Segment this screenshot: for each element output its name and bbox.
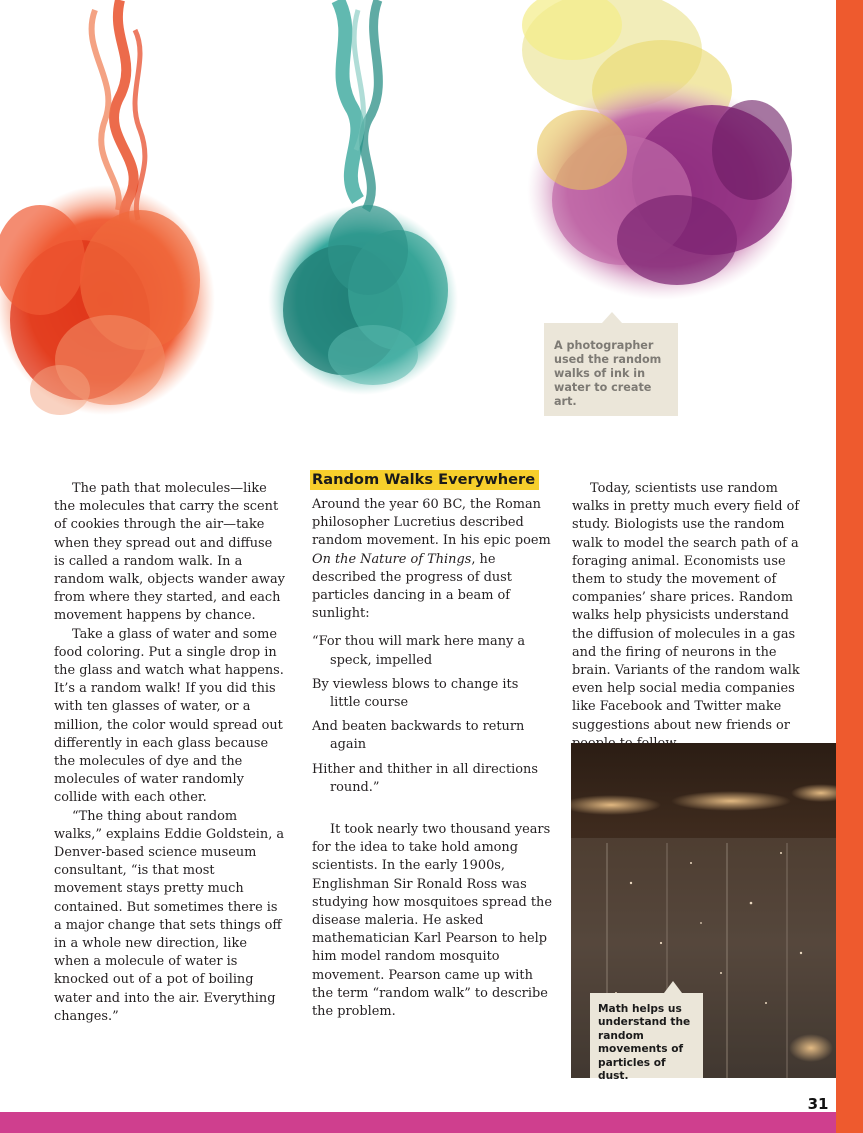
magenta-bottom-bar <box>0 1112 836 1133</box>
ink-purple-photo <box>512 0 802 305</box>
dust-caption-text: Math helps us understand the random movements of particles of dust. <box>598 1003 691 1083</box>
ink-photo-caption <box>544 323 678 416</box>
poem-line-1: “For thou will mark here many a speck, impelled <box>312 634 526 668</box>
middle-column <box>312 470 552 1021</box>
ink-red-photo <box>0 0 222 430</box>
left-paragraph-3: “The thing about random walks,” explains Eddie Goldstein, a Denver-based science museum consultant, “is that most movement stays pretty much contained. But sometimes there is a major change that sets things off in a whole new direction, like when a molecule of water is knocked out of a pot of boiling water and into the air. Everything changes.” <box>54 808 285 1024</box>
right-column <box>572 480 810 753</box>
section-title: Random Walks Everywhere <box>310 470 539 490</box>
left-paragraph-1: The path that molecules—like the molecules that carry the scent of cookies through the air—take when they spread out and diffuse is called a random walk. In a random walk, objects wander away from where they started, and each movement happens by chance. <box>54 481 285 624</box>
poem-line-3: And beaten backwards to return again <box>312 719 525 753</box>
caption-pointer <box>664 981 682 993</box>
dust-photo-caption <box>590 993 703 1083</box>
middle-paragraph-2: It took nearly two thousand years for the idea to take hold among scientists. In the early 1900s, Englishman Sir Ronald Ross was studying how mosquitoes spread the disease maleria. He asked mathematician Karl Pearson to help him model random mosquito movement. Pearson came up with the term “random walk” to describe the problem. <box>312 822 552 1020</box>
poem-line-4: Hither and thither in all directions round.” <box>312 761 538 795</box>
caption-pointer <box>602 312 622 323</box>
orange-side-bar <box>836 0 863 1133</box>
intro-text-before: Around the year 60 BC, the Roman philosopher Lucretius described random movement. In his epic poem <box>312 497 551 549</box>
left-column <box>54 480 286 1026</box>
poem-title: On the Nature of Things <box>312 551 472 567</box>
intro-text-after: , he described the progress of dust particles dancing in a beam of sunlight: <box>312 551 512 622</box>
ink-teal-photo <box>268 0 468 400</box>
left-paragraph-2: Take a glass of water and some food coloring. Put a single drop in the glass and watch what happens. It’s a random walk! If you did this with ten glasses of water, or a million, the color would spread out differently in each glass because the molecules of dye and the molecules of water randomly collide with each other. <box>54 626 284 806</box>
right-paragraph-1: Today, scientists use random walks in pretty much every field of study. Biologists use the random walk to model the search path of a foraging animal. Economists use them to study the movement of companies’ share prices. Random walks help physicists understand the diffusion of molecules in a gas and the firing of neurons in the brain. Variants of the random walk even help social media companies like Facebook and Twitter make suggestions about new friends or <box>572 481 800 733</box>
middle-intro <box>312 496 552 623</box>
page-number: 31 <box>807 1095 829 1113</box>
ink-caption-text: A photographer used the random walks of ink in water to create art. <box>554 339 662 408</box>
poem-line-2: By viewless blows to change its little course <box>312 676 519 711</box>
